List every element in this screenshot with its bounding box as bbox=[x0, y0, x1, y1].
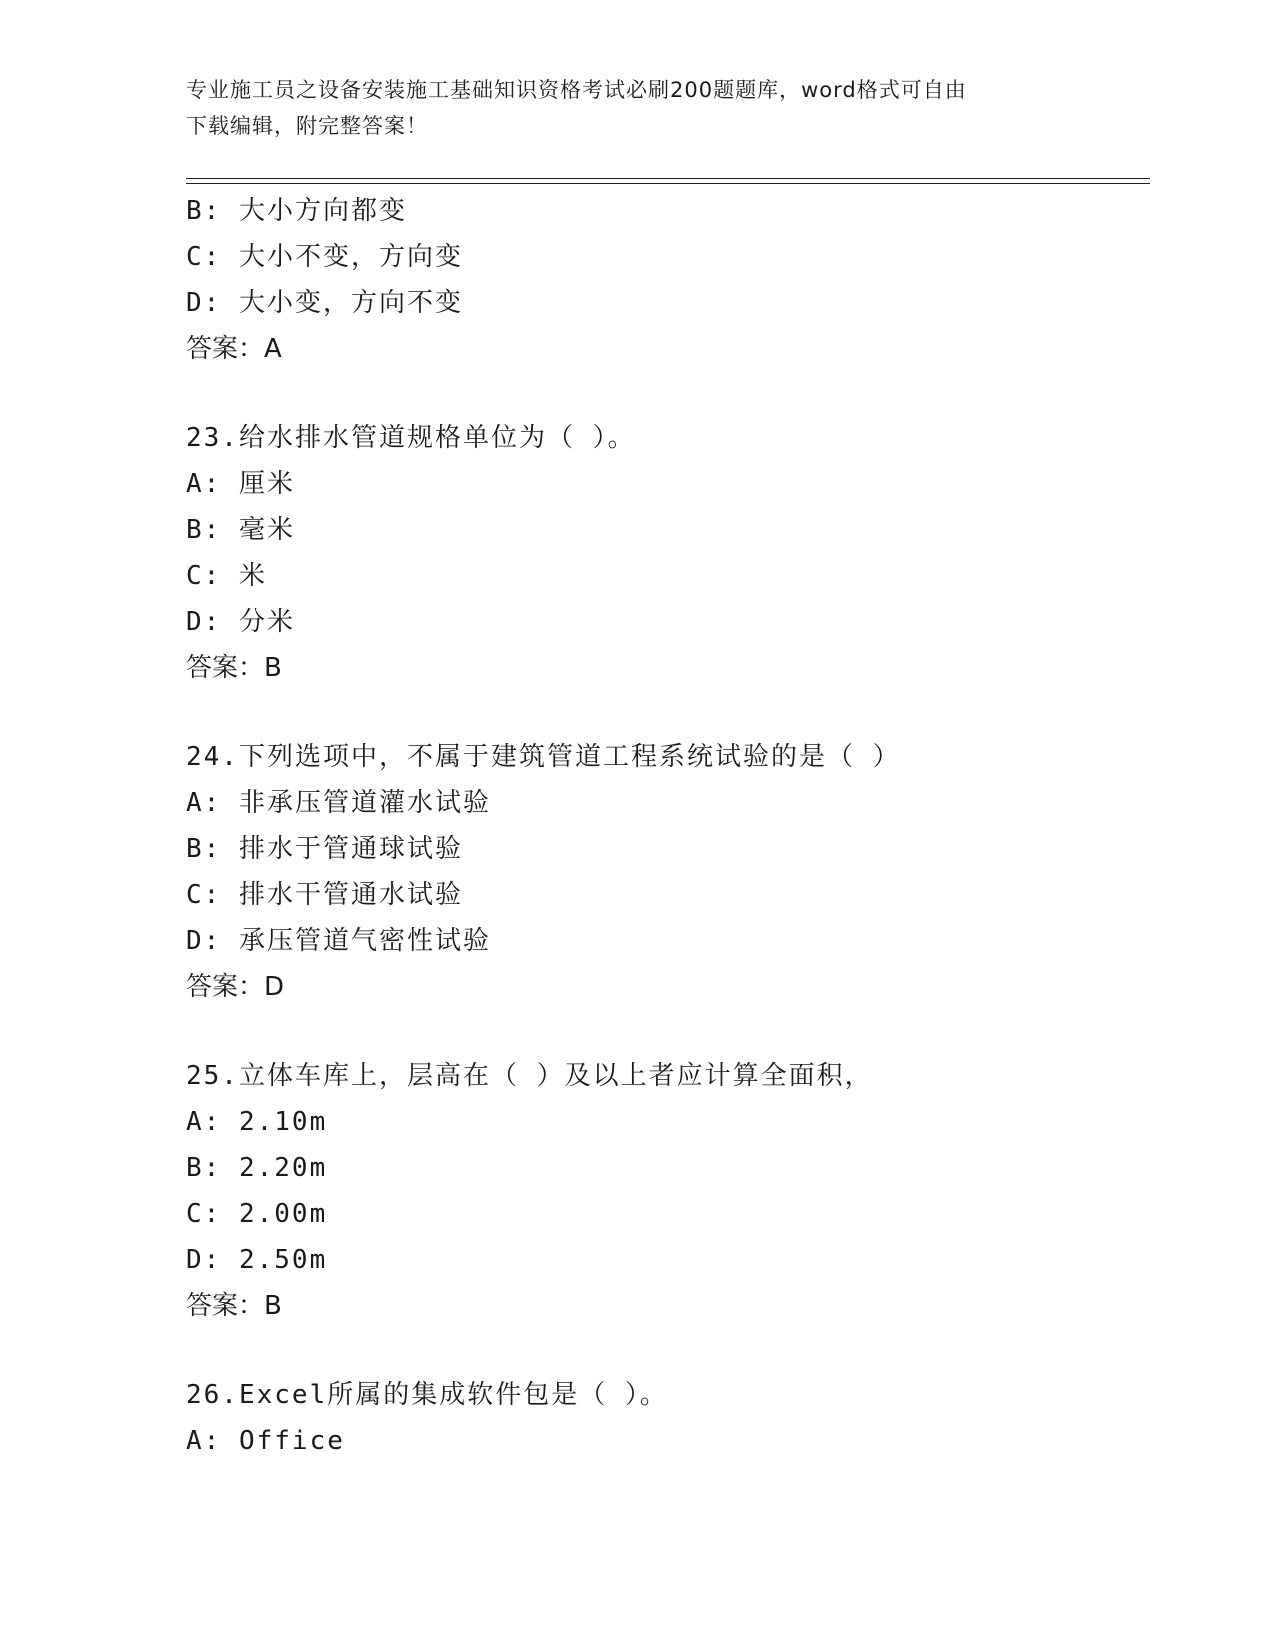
question-23 bbox=[186, 415, 1146, 691]
question-text: 24.下列选项中，不属于建筑管道工程系统试验的是（ ） bbox=[186, 742, 901, 772]
answer: 答案：B bbox=[186, 653, 282, 683]
spacer bbox=[186, 1010, 1146, 1053]
question-24 bbox=[186, 734, 1146, 1010]
question-22-tail bbox=[186, 188, 1146, 372]
option-c: C: 2.00m bbox=[186, 1199, 328, 1229]
document-header bbox=[186, 72, 1066, 144]
spacer bbox=[186, 1329, 1146, 1372]
header-title-line-1: 专业施工员之设备安装施工基础知识资格考试必刷200题题库，word格式可自由 bbox=[186, 78, 967, 102]
question-text: 23.给水排水管道规格单位为（ ）。 bbox=[186, 423, 636, 453]
option-c: C: 米 bbox=[186, 561, 267, 591]
spacer bbox=[186, 372, 1146, 415]
option-b: B: 毫米 bbox=[186, 515, 295, 545]
option-a: A: Office bbox=[186, 1426, 345, 1456]
option-a: A: 非承压管道灌水试验 bbox=[186, 788, 491, 818]
question-text: 25.立体车库上，层高在（ ）及以上者应计算全面积， bbox=[186, 1061, 873, 1091]
answer: 答案：A bbox=[186, 334, 282, 364]
option-d: D: 分米 bbox=[186, 607, 295, 637]
answer: 答案：D bbox=[186, 972, 285, 1002]
option-c: C: 排水干管通水试验 bbox=[186, 880, 463, 910]
option-a: A: 2.10m bbox=[186, 1107, 328, 1137]
question-text: 26.Excel所属的集成软件包是（ ）。 bbox=[186, 1380, 668, 1410]
question-26 bbox=[186, 1372, 1146, 1464]
option-d: D: 2.50m bbox=[186, 1245, 328, 1275]
option-b: B: 大小方向都变 bbox=[186, 196, 407, 226]
option-a: A: 厘米 bbox=[186, 469, 295, 499]
option-d: D: 大小变，方向不变 bbox=[186, 288, 463, 318]
question-25 bbox=[186, 1053, 1146, 1329]
spacer bbox=[186, 691, 1146, 734]
header-title-line-2: 下载编辑，附完整答案！ bbox=[186, 114, 428, 138]
option-b: B: 排水于管通球试验 bbox=[186, 834, 463, 864]
answer: 答案：B bbox=[186, 1291, 282, 1321]
option-c: C: 大小不变，方向变 bbox=[186, 242, 463, 272]
header-divider bbox=[186, 178, 1150, 184]
question-list bbox=[186, 188, 1146, 1464]
option-d: D: 承压管道气密性试验 bbox=[186, 926, 491, 956]
option-b: B: 2.20m bbox=[186, 1153, 328, 1183]
